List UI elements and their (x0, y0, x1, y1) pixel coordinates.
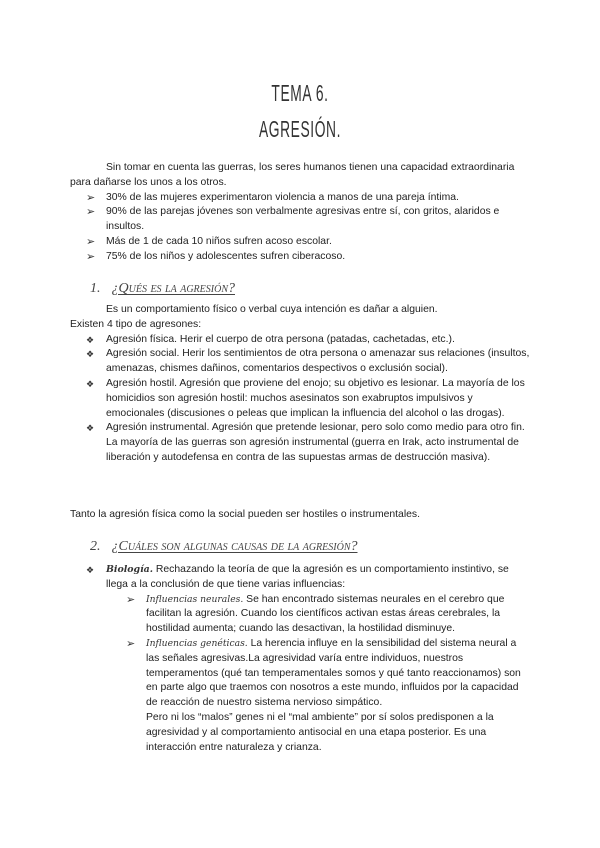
type-item (70, 377, 530, 421)
stat-text: 30% de las mujeres experimentaron violencia a manos de una pareja íntima. (106, 191, 459, 203)
genetic-item (70, 637, 530, 755)
diamond-bullet-icon: ❖ (86, 423, 95, 434)
types-intro: Existen 4 tipo de agresones: (70, 318, 202, 330)
section-number: 1. (90, 281, 101, 296)
stat-item (70, 235, 530, 250)
arrow-bullet-icon: ➢ (86, 250, 96, 263)
neural-item (70, 593, 530, 637)
type-item (70, 347, 530, 377)
diamond-bullet-icon: ❖ (86, 334, 95, 345)
closing-paragraph: Tanto la agresión física como la social pueden ser hostiles o instrumentales. (70, 509, 421, 520)
genetic-text-continued: Pero ni los “malos” genes ni el “mal ambiente” por sí solos predisponen a la agresividad y al comportamiento antisocial en una etapa posterior. Es una interacción entre naturaleza y crianza. (146, 711, 494, 753)
section-2-heading (90, 540, 358, 555)
stat-text: Más de 1 de cada 10 niños sufren acoso escolar. (106, 235, 332, 247)
diamond-bullet-icon: ❖ (86, 349, 95, 360)
title-line-1: TEMA 6. (271, 80, 329, 106)
arrow-bullet-icon: ➢ (86, 191, 96, 204)
type-text: Agresión social. Herir los sentimientos de otra persona o amenazar sus relaciones (insultos, amenazas, chismes dañinos, comentarios despectivos o exclusión social). (106, 348, 530, 375)
stat-text: 90% de las parejas jóvenes son verbalmente agresivas entre sí, con gritos, alaridos e insultos. (106, 206, 500, 233)
arrow-bullet-icon: ➢ (126, 593, 136, 606)
type-item (70, 421, 530, 465)
biology-item (70, 563, 530, 593)
definition-paragraph: Es un comportamiento físico o verbal cuya intención es dañar a alguien. (106, 304, 438, 315)
arrow-bullet-icon: ➢ (86, 206, 96, 219)
section-1-heading (90, 282, 235, 297)
genetic-text: La herencia influye en la sensibilidad del sistema neural a las señales agresivas.La agresividad varía entre individuos, nuestros temperamentos (qué tan temperamentales somos y qué tanto reaccionamos) son en parte algo que traemos con nosotros a este mundo, influidos por la capacidad de reacción de nuestro sistema nervioso simpático. (146, 637, 521, 709)
stat-item (70, 191, 530, 206)
stat-item (70, 250, 530, 265)
section-1-closing (70, 508, 530, 523)
intro-block (70, 161, 530, 265)
section-1-body (70, 303, 530, 466)
type-text: Agresión física. Herir el cuerpo de otra persona (patadas, cachetadas, etc.). (106, 333, 455, 345)
title-line-2: AGRESIÓN. (258, 116, 342, 142)
type-text: Agresión hostil. Agresión que proviene del enojo; su objetivo es lesionar. La mayoría de los homicidios son agresión hostil: muchos asesinatos son exabruptos impulsivos y emocionales (discusiones o peleas que implican la influencia del alcohol o las drogas). (106, 377, 525, 419)
section-title: ¿Cuáles son algunas causas de la agresión? (111, 539, 358, 554)
section-title: ¿Qués es la agresión? (111, 281, 235, 296)
diamond-bullet-icon: ❖ (86, 565, 95, 575)
stat-text: 75% de los niños y adolescentes sufren ciberacoso. (106, 250, 346, 262)
type-item (70, 333, 530, 348)
biology-label: Biología. (106, 564, 154, 575)
arrow-bullet-icon: ➢ (126, 637, 136, 650)
biology-text: Rechazando la teoría de que la agresión es un comportamiento instintivo, se llega a la conclusión de que tiene varias influencias: (106, 564, 509, 590)
type-text: Agresión instrumental. Agresión que pretende lesionar, pero solo como medio para otro fin. La mayoría de las guerras son agresión instrumental (guerra en Irak, acto instrumental de liberación y autodefensa en contra de las supuestas armas de destrucción masiva). (106, 422, 525, 463)
arrow-bullet-icon: ➢ (86, 235, 96, 248)
intro-paragraph: Sin tomar en cuenta las guerras, los seres humanos tienen una capacidad extraordinaria para dañarse los unos a los otros. (70, 162, 515, 188)
genetic-label: Influencias genéticas. (146, 637, 248, 649)
section-number: 2. (90, 539, 101, 554)
neural-label: Influencias neurales. (146, 593, 244, 605)
diamond-bullet-icon: ❖ (86, 378, 95, 389)
section-2-body (70, 563, 530, 755)
neural-text: Se han encontrado sistemas neurales en el cerebro que facilitan la agresión. Cuando los científicos activan estas áreas cerebrales, la hostilidad aumenta; cuando las desactivan, la hostilidad disminuye. (146, 593, 505, 635)
stat-item (70, 205, 530, 235)
